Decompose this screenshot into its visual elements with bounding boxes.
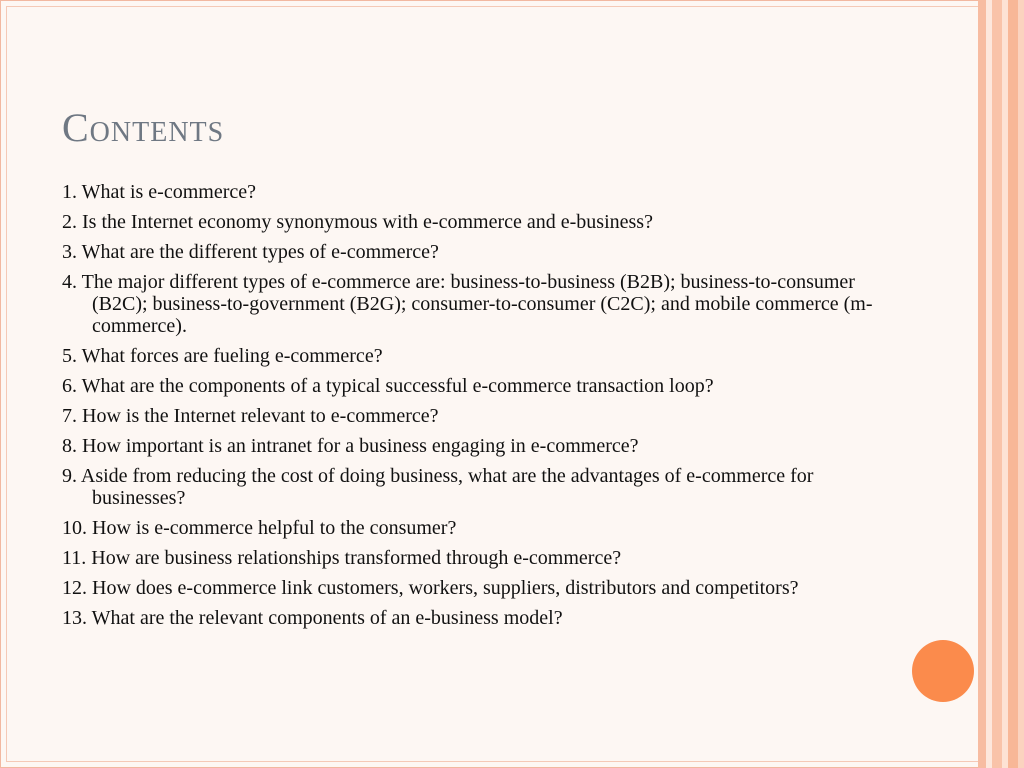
list-item: 11. How are business relationships transformed through e-commerce? xyxy=(62,547,622,569)
list-item: 9. Aside from reducing the cost of doing business, what are the advantages of e-commerce for businesses? xyxy=(62,465,814,509)
stripe xyxy=(992,0,1002,768)
list-item: 7. How is the Internet relevant to e-commerce? xyxy=(62,405,439,427)
stripe xyxy=(1008,0,1018,768)
list-item: 10. How is e-commerce helpful to the consumer? xyxy=(62,517,457,539)
list-item: 8. How important is an intranet for a business engaging in e-commerce? xyxy=(62,435,639,457)
contents-list xyxy=(62,181,892,637)
list-item: 6. What are the components of a typical successful e-commerce transaction loop? xyxy=(62,375,714,397)
orange-circle-decoration xyxy=(912,640,974,702)
list-item: 3. What are the different types of e-commerce? xyxy=(62,241,439,263)
list-item: 4. The major different types of e-commerce are: business-to-business (B2B); business-to-consumer (B2C); business-to-government (B2G); consumer-to-consumer (C2C); and mobile commerce (m-commerce). xyxy=(62,271,873,337)
stripe xyxy=(1018,0,1024,768)
list-item: 1. What is e-commerce? xyxy=(62,181,256,203)
decorative-stripes xyxy=(978,0,1024,768)
list-item: 13. What are the relevant components of an e-business model? xyxy=(62,607,563,629)
list-item: 2. Is the Internet economy synonymous with e-commerce and e-business? xyxy=(62,211,653,233)
stripe xyxy=(978,0,986,768)
slide-title: Contents xyxy=(62,105,225,150)
list-item: 5. What forces are fueling e-commerce? xyxy=(62,345,383,367)
list-item: 12. How does e-commerce link customers, workers, suppliers, distributors and competitors? xyxy=(62,577,799,599)
